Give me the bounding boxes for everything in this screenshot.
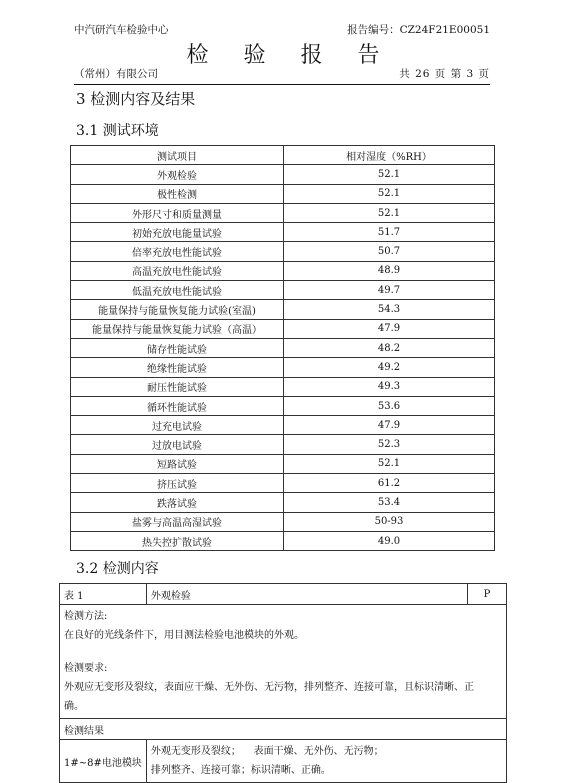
report-title: 检 验 报 告 bbox=[186, 43, 394, 68]
method-row bbox=[60, 605, 507, 719]
table-row bbox=[71, 416, 495, 435]
environment-table bbox=[70, 145, 495, 551]
table-row bbox=[71, 223, 495, 242]
test-item-cell: 低温充放电性能试验 bbox=[71, 281, 284, 300]
table-verdict: P bbox=[468, 584, 507, 605]
method-text: 在良好的光线条件下，用目测法检验电池模块的外观。 bbox=[64, 630, 304, 641]
test-item-cell: 短路试验 bbox=[71, 454, 284, 473]
test-item-cell: 能量保持与能量恢复能力试验(室温) bbox=[71, 300, 284, 319]
test-item-cell: 过放电试验 bbox=[71, 435, 284, 454]
test-item-cell: 耐压性能试验 bbox=[71, 377, 284, 396]
table-row bbox=[71, 203, 495, 222]
humidity-value-cell: 50.7 bbox=[284, 242, 495, 261]
test-item-cell: 盐雾与高温高湿试验 bbox=[71, 512, 284, 531]
page-header bbox=[74, 22, 490, 38]
test-item-cell: 倍率充放电性能试验 bbox=[71, 242, 284, 261]
table-row bbox=[71, 435, 495, 454]
test-item-cell: 能量保持与能量恢复能力试验（高温） bbox=[71, 319, 284, 338]
humidity-value-cell: 52.1 bbox=[284, 184, 495, 203]
sample-name: 1#~8#电池模块 bbox=[60, 740, 147, 783]
test-item-cell: 高温充放电性能试验 bbox=[71, 261, 284, 280]
test-item-cell: 外形尺寸和质量测量 bbox=[71, 203, 284, 222]
humidity-value-cell: 52.1 bbox=[284, 203, 495, 222]
table-row bbox=[71, 358, 495, 377]
table-row bbox=[71, 319, 495, 338]
humidity-value-cell: 47.9 bbox=[284, 416, 495, 435]
test-item-cell: 绝缘性能试验 bbox=[71, 358, 284, 377]
table-name: 外观检验 bbox=[146, 584, 467, 605]
test-item-cell: 挤压试验 bbox=[71, 474, 284, 493]
subsection-heading-content: 3.2 检测内容 bbox=[76, 561, 159, 577]
humidity-value-cell: 49.0 bbox=[284, 531, 495, 550]
test-item-cell: 过充电试验 bbox=[71, 416, 284, 435]
humidity-value-cell: 49.7 bbox=[284, 281, 495, 300]
result-label: 检测结果 bbox=[60, 719, 507, 740]
test-item-cell: 储存性能试验 bbox=[71, 338, 284, 357]
result-text-cont: 排列整齐、连接可靠；标识清晰、正确。 bbox=[150, 765, 331, 776]
humidity-value-cell: 49.3 bbox=[284, 377, 495, 396]
table-row bbox=[71, 512, 495, 531]
organization-name: 中汽研汽车检验中心 bbox=[74, 24, 169, 36]
humidity-value-cell: 47.9 bbox=[284, 319, 495, 338]
humidity-value-cell: 50-93 bbox=[284, 512, 495, 531]
humidity-value-cell: 61.2 bbox=[284, 474, 495, 493]
humidity-value-cell: 52.1 bbox=[284, 165, 495, 184]
table-row bbox=[71, 338, 495, 357]
test-item-cell: 初始充放电能量试验 bbox=[71, 223, 284, 242]
humidity-value-cell: 52.3 bbox=[284, 435, 495, 454]
method-label: 检测方法: bbox=[64, 611, 108, 622]
table-row bbox=[71, 281, 495, 300]
humidity-value-cell: 51.7 bbox=[284, 223, 495, 242]
report-number: 报告编号：CZ24F21E00051 bbox=[347, 24, 490, 36]
humidity-value-cell: 49.2 bbox=[284, 358, 495, 377]
table-row bbox=[71, 493, 495, 512]
table-row bbox=[71, 454, 495, 473]
test-item-cell: 极性检测 bbox=[71, 184, 284, 203]
humidity-value-cell: 48.9 bbox=[284, 261, 495, 280]
organization-suffix: （常州）有限公司 bbox=[74, 68, 158, 80]
requirement-text-cont: 确。 bbox=[64, 701, 84, 712]
humidity-value-cell: 53.4 bbox=[284, 493, 495, 512]
test-item-cell: 外观检验 bbox=[71, 165, 284, 184]
test-item-cell: 循环性能试验 bbox=[71, 396, 284, 415]
table-row bbox=[71, 261, 495, 280]
result-row bbox=[60, 740, 507, 783]
table-row bbox=[71, 242, 495, 261]
page-subheader bbox=[74, 66, 490, 85]
table-row bbox=[71, 165, 495, 184]
table-row bbox=[71, 396, 495, 415]
result-header-row bbox=[60, 719, 507, 740]
test-item-cell: 跌落试验 bbox=[71, 493, 284, 512]
humidity-value-cell: 52.1 bbox=[284, 454, 495, 473]
table-row bbox=[71, 300, 495, 319]
table-header-row bbox=[71, 146, 495, 165]
humidity-value-cell: 48.2 bbox=[284, 338, 495, 357]
inspection-table bbox=[59, 583, 507, 783]
requirement-label: 检测要求: bbox=[64, 663, 108, 674]
requirement-text: 外观应无变形及裂纹，表面应干燥、无外伤、无污物，排列整齐、连接可靠，且标识清晰、正 bbox=[64, 682, 474, 693]
column-header-humidity: 相对湿度（%RH） bbox=[284, 146, 495, 165]
section-heading: 3 检测内容及结果 bbox=[76, 90, 196, 108]
humidity-value-cell: 54.3 bbox=[284, 300, 495, 319]
subsection-heading-environment: 3.1 测试环境 bbox=[76, 123, 159, 139]
table-label: 表 1 bbox=[60, 584, 147, 605]
table-row bbox=[71, 184, 495, 203]
result-text: 外观无变形及裂纹； 表面干燥、无外伤、无污物； bbox=[150, 746, 384, 757]
table-row bbox=[71, 531, 495, 550]
column-header-item: 测试项目 bbox=[71, 146, 284, 165]
page-counter: 共 26 页 第 3 页 bbox=[399, 68, 490, 80]
table-row bbox=[71, 377, 495, 396]
test-item-cell: 热失控扩散试验 bbox=[71, 531, 284, 550]
humidity-value-cell: 53.6 bbox=[284, 396, 495, 415]
table-title-row bbox=[60, 584, 507, 605]
table-row bbox=[71, 474, 495, 493]
